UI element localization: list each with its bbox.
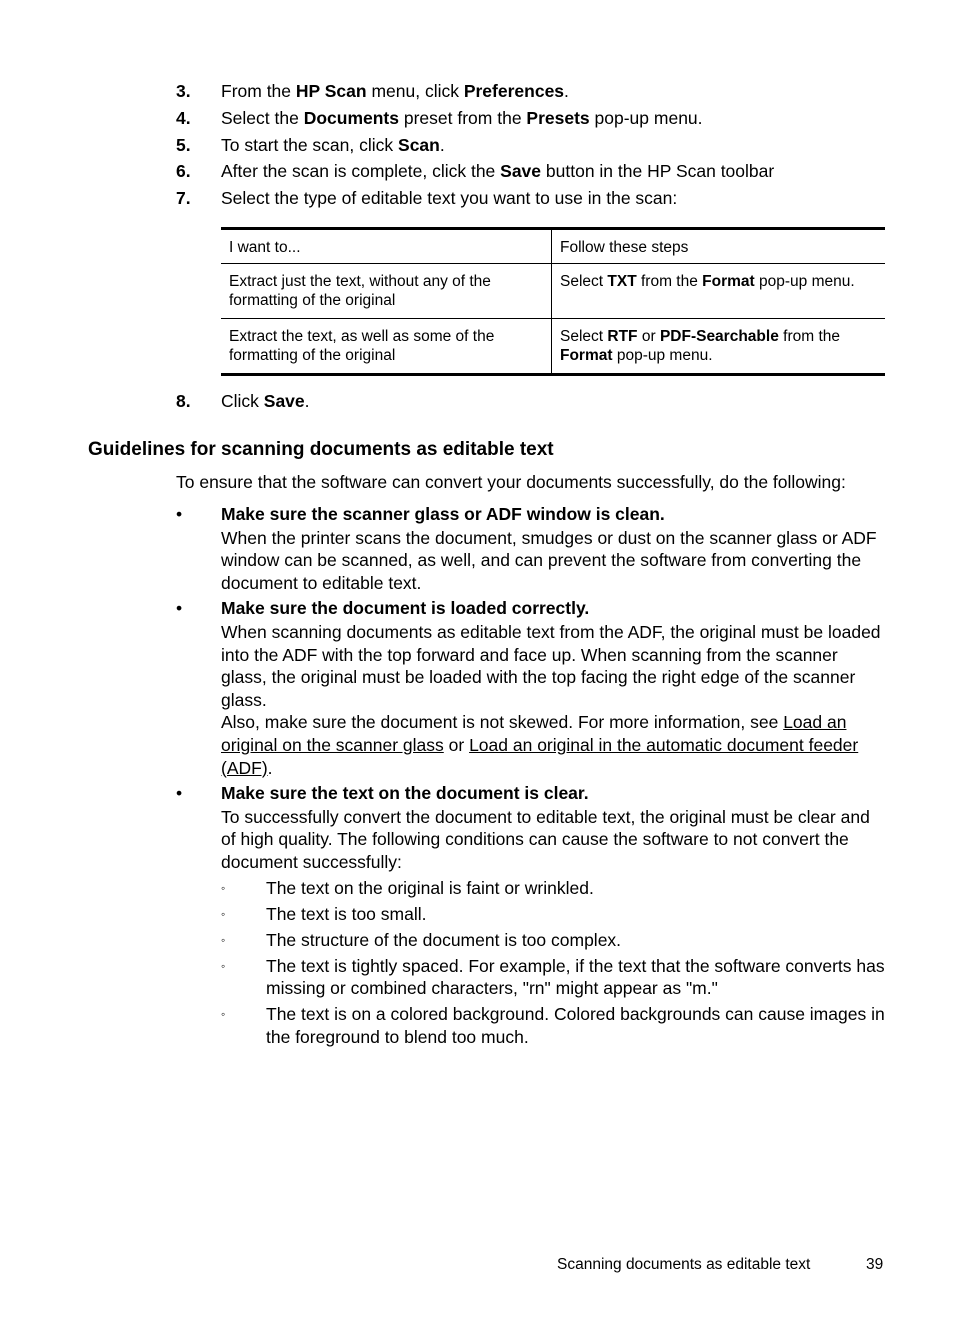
- link-load-original-adf[interactable]: Load an original in the automatic document feeder (ADF): [221, 734, 859, 778]
- sub-bullet-glyph: ◦: [221, 932, 226, 947]
- step-number: 4.: [176, 107, 191, 128]
- guideline-item: [176, 503, 886, 594]
- step-number: 5.: [176, 134, 191, 155]
- guideline-crossref: Also, make sure the document is not skewed. For more information, see Load an original on the scanner glass or Load an original in the automatic document feeder (ADF).: [221, 712, 859, 778]
- step-text: After the scan is complete, click the Save button in the HP Scan toolbar: [221, 161, 775, 182]
- step-text: Click Save.: [221, 391, 310, 411]
- page-number: 39: [866, 1256, 884, 1273]
- condition-list: [221, 877, 886, 1049]
- numbered-steps: [176, 78, 886, 212]
- step-text: From the HP Scan menu, click Preferences.: [221, 81, 569, 101]
- section-heading: Guidelines for scanning documents as editable text: [88, 439, 554, 460]
- step-item: [176, 105, 886, 132]
- step-number: 8.: [176, 391, 191, 411]
- step-text: To start the scan, click Scan.: [221, 134, 445, 155]
- table-row: [221, 264, 885, 319]
- guideline-list: [176, 503, 886, 1052]
- guideline-body: When the printer scans the document, smudges or dust on the scanner glass or ADF window can be scanned, as well, and can prevent the software from converting the document to editable text.: [221, 527, 877, 593]
- cell-want: Extract just the text, without any of the formatting of the original: [221, 264, 552, 319]
- guideline-item: [176, 782, 886, 1049]
- step-item: [176, 158, 886, 185]
- condition-item: ◦ The text is tightly spaced. For example, if the text that the software converts has missing or combined characters, "rn" might appear as "m.": [221, 955, 885, 999]
- bullet-glyph: •: [176, 783, 183, 804]
- column-header-steps: Follow these steps: [552, 229, 886, 264]
- step-number: 3.: [176, 81, 191, 101]
- sub-bullet-glyph: ◦: [221, 880, 226, 895]
- guideline-body: To successfully convert the document to editable text, the original must be clear and of high quality. The following conditions can cause the software to not convert the document successfully:: [221, 806, 870, 872]
- bullet-glyph: •: [176, 504, 183, 524]
- step-number: 6.: [176, 161, 191, 182]
- table-row: [221, 319, 885, 375]
- step-eight: [176, 388, 886, 415]
- sub-bullet-glyph: ◦: [221, 958, 226, 973]
- footer-title: Scanning documents as editable text: [557, 1256, 811, 1273]
- cell-steps: Select TXT from the Format pop-up menu.: [552, 264, 886, 319]
- table-header-row: [221, 229, 885, 264]
- sub-bullet-glyph: ◦: [221, 906, 226, 921]
- cell-want: Extract the text, as well as some of the formatting of the original: [221, 319, 552, 375]
- step-item: [176, 132, 886, 159]
- column-header-want: I want to...: [221, 229, 552, 264]
- step-text: Select the Documents preset from the Presets pop-up menu.: [221, 107, 703, 128]
- step-item: [176, 185, 886, 212]
- step-item: [176, 78, 886, 105]
- condition-item: ◦ The structure of the document is too complex.: [221, 929, 622, 950]
- section-intro: To ensure that the software can convert your documents successfully, do the following:: [176, 472, 846, 492]
- link-load-original-scanner-glass[interactable]: Load an original on the scanner glass: [221, 712, 847, 755]
- guideline-item: [176, 597, 886, 779]
- condition-item: ◦ The text on the original is faint or wrinkled.: [221, 877, 594, 898]
- condition-item: ◦ The text is on a colored background. Colored backgrounds can cause images in the foreground to blend too much.: [221, 1004, 885, 1048]
- options-table: [221, 227, 885, 376]
- guideline-title: Make sure the scanner glass or ADF window is clean.: [221, 504, 665, 524]
- step-item: [176, 388, 886, 415]
- condition-item: ◦ The text is too small.: [221, 903, 427, 924]
- guideline-title: Make sure the text on the document is clear.: [221, 783, 589, 804]
- step-number: 7.: [176, 188, 191, 209]
- cell-steps: Select RTF or PDF-Searchable from the Format pop-up menu.: [552, 319, 886, 375]
- guideline-title: Make sure the document is loaded correctly.: [221, 598, 590, 619]
- sub-bullet-glyph: ◦: [221, 1007, 226, 1022]
- guideline-body: When scanning documents as editable text from the ADF, the original must be loaded into the ADF with the top forward and face up. When scanning from the scanner glass, the original must be loaded with the top facing the right edge of the scanner glass.: [221, 621, 881, 710]
- bullet-glyph: •: [176, 598, 183, 619]
- step-text: Select the type of editable text you want to use in the scan:: [221, 188, 678, 209]
